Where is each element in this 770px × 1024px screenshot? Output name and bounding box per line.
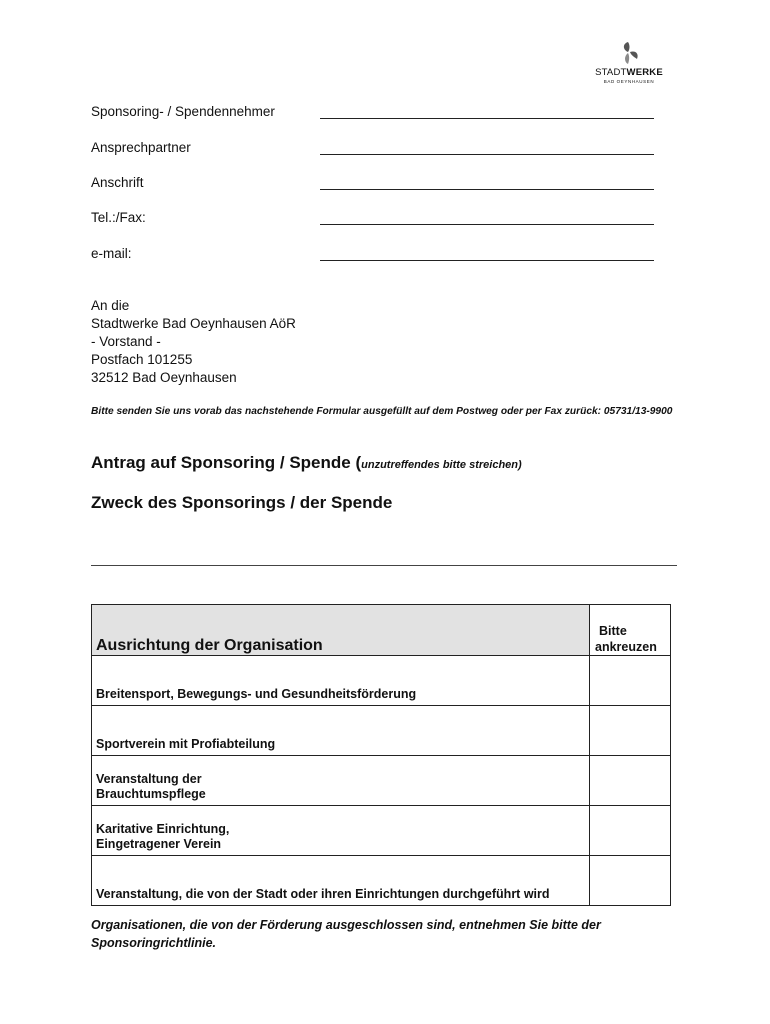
heading-zweck: Zweck des Sponsorings / der Spende [91,493,393,512]
table-row [92,805,670,855]
address-line: Postfach 101255 [91,352,193,367]
field-label-telfax: Tel.:/Fax: [91,210,146,225]
field-line-email[interactable] [320,260,654,261]
checkbox-cell[interactable] [590,806,670,855]
table-header-row [92,605,670,655]
logo-brand-text: STADTWERKE [595,67,663,78]
table-row-label: Breitensport, Bewegungs- und Gesundheitsförderung [92,656,590,705]
table-row-label: Karitative Einrichtung, Eingetragener Verein [92,806,590,855]
table-row [92,755,670,805]
logo-subtitle: BAD OEYNHAUSEN [603,79,655,84]
checkbox-cell[interactable] [590,706,670,755]
heading-antrag-note: unzutreffendes bitte streichen) [361,459,522,471]
field-label-email: e-mail: [91,246,132,261]
zweck-input-line[interactable] [91,565,677,566]
address-line: 32512 Bad Oeynhausen [91,370,237,385]
table-row-label: Veranstaltung, die von der Stadt oder ihren Einrichtungen durchgeführt wird [92,856,590,905]
heading-antrag: Antrag auf Sponsoring / Spende (unzutreffendes bitte streichen) [91,453,522,472]
table-row [92,855,670,905]
field-label-anschrift: Anschrift [91,175,144,190]
field-line-ansprechpartner[interactable] [320,154,654,155]
field-line-anschrift[interactable] [320,189,654,190]
address-line: Stadtwerke Bad Oeynhausen AöR [91,316,296,331]
field-label-sponsoring: Sponsoring- / Spendennehmer [91,104,275,119]
table-row [92,655,670,705]
table-header-main: Ausrichtung der Organisation [92,605,590,655]
checkbox-cell[interactable] [590,656,670,705]
table-row [92,705,670,755]
stadtwerke-logo [584,40,674,90]
field-line-sponsoring[interactable] [320,118,654,119]
instructions-text: Bitte senden Sie uns vorab das nachstehende Formular ausgefüllt auf dem Postweg oder per Fax zurück: 05731/13-9900 [91,406,673,417]
field-label-ansprechpartner: Ansprechpartner [91,140,191,155]
footer-note: Organisationen, die von der Förderung ausgeschlossen sind, entnehmen Sie bitte der Sponsoringrichtlinie. [91,918,601,950]
organisation-table [91,604,671,906]
table-row-label: Sportverein mit Profiabteilung [92,706,590,755]
table-row-label: Veranstaltung der Brauchtumspflege [92,756,590,805]
field-line-telfax[interactable] [320,224,654,225]
stadtwerke-swirl-logo-icon [618,40,640,66]
table-header-check: Bitte ankreuzen [595,624,657,654]
checkbox-cell[interactable] [590,856,670,905]
address-line: - Vorstand - [91,334,161,349]
recipient-address [91,297,296,387]
checkbox-cell[interactable] [590,756,670,805]
address-line: An die [91,298,130,313]
